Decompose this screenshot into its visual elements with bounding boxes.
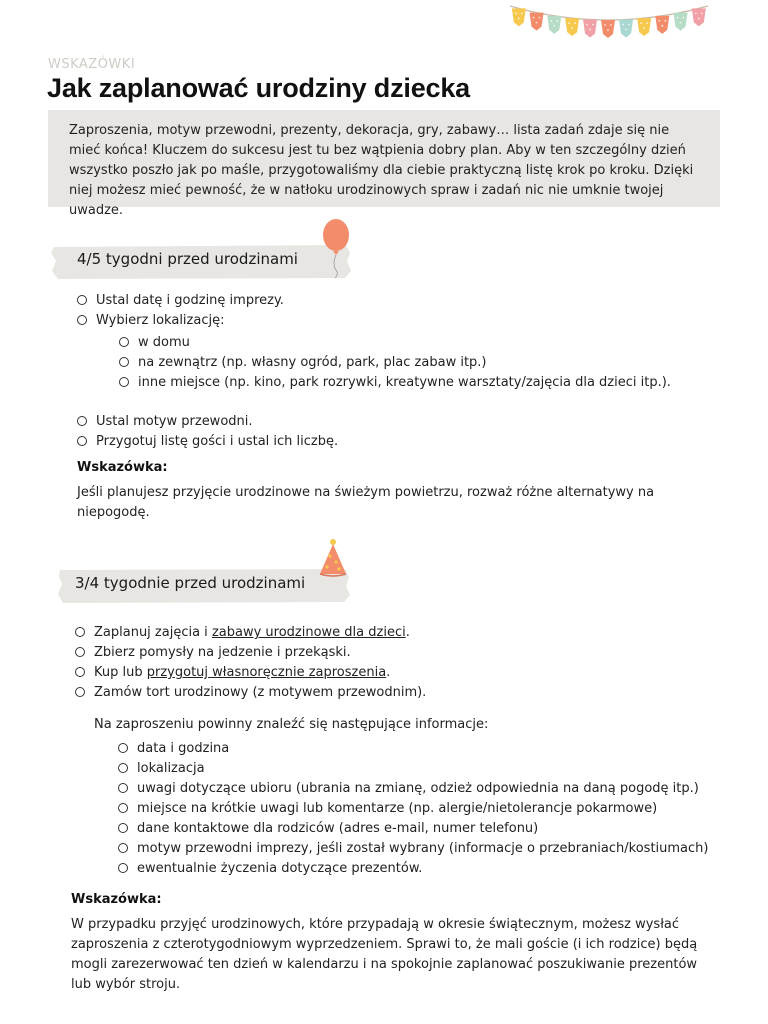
bunting-flag-dot (698, 18, 700, 20)
radio-button[interactable] (118, 743, 128, 753)
bunting-flag-dot (658, 20, 660, 22)
intro-text: Zaproszenia, motyw przewodni, prezenty, dekoracja, gry, zabawy… lista zadań zdaje się nie mieć końca! Kluczem do sukcesu jest tu bez wątpienia dobry plan. Aby w ten szczególny dzień wszystko poszło jak po maśle, przygotowaliśmy dla ciebie praktyczną listę krok po kroku. Dzięki niej możesz mieć pewność, że w natłoku urodzinowych spraw i zadań nic nie umknie twojej uwadze. (69, 123, 694, 218)
invite-item (137, 761, 205, 777)
bunting-flag-dot (539, 17, 541, 19)
bunting-flag-dot (536, 22, 538, 24)
radio-button[interactable] (77, 416, 87, 426)
section-banner-3-4-weeks (57, 565, 352, 605)
section-heading: 4/5 tygodni przed urodzinami (77, 250, 298, 268)
bunting-flag (692, 8, 706, 26)
item-text: Zamów tort urodzinowy (z motywem przewodnim). (94, 685, 427, 700)
bunting-flag-dot (571, 27, 573, 29)
radio-button[interactable] (118, 823, 128, 833)
bunting-flag-dot (683, 17, 685, 19)
checklist-item (94, 625, 410, 641)
radio-button[interactable] (75, 647, 85, 657)
checklist-item (94, 685, 426, 701)
bunting-flag-dot (625, 29, 627, 31)
checklist-sub-item (138, 355, 487, 371)
bunting-flag-dot (661, 25, 663, 27)
item-text: Wybierz lokalizację: (96, 313, 225, 328)
radio-button[interactable] (118, 843, 128, 853)
bunting-flag-dot (589, 29, 591, 31)
bunting-flag (655, 16, 669, 34)
checklist-item (96, 293, 284, 309)
bunting-flag-dot (553, 25, 555, 27)
item-text: w domu (138, 335, 190, 350)
checklist-sub-item (138, 375, 671, 391)
radio-button[interactable] (75, 687, 85, 697)
tip-label: Wskazówka: (71, 892, 162, 907)
item-text: Ustal datę i godzinę imprezy. (96, 293, 284, 308)
bunting-flag (530, 13, 544, 31)
bunting-flag (565, 18, 579, 36)
invite-intro: Na zaproszeniu powinny znaleźć się następujące informacje: (94, 717, 489, 732)
page-title: Jak zaplanować urodziny dziecka (47, 73, 470, 103)
radio-button[interactable] (118, 783, 128, 793)
party-hat-icon (316, 536, 350, 578)
item-text: motyw przewodni imprezy, jeśli został wybrany (informacje o przebraniach/kostiumach) (137, 841, 709, 856)
eyebrow-label: WSKAZÓWKI (48, 57, 136, 72)
item-text-end: . (405, 625, 410, 640)
radio-button[interactable] (75, 667, 85, 677)
tip-text: W przypadku przyjęć urodzinowych, które przypadają w okresie świątecznym, możesz wysłać zaproszenia z czterotygodniowym wyprzedzeniem. Sprawi to, że mali goście (i ich rodzice) będą mogli zarezerwować ten dzień w kalendarzu i na spokojnie zaplanować poszukiwanie prezentów lub wybór stroju. (71, 917, 698, 992)
checklist-item (94, 645, 351, 661)
item-text: inne miejsce (np. kino, park rozrywki, kreatywne warsztaty/zajęcia dla dzieci itp.). (138, 375, 671, 390)
intro-box (48, 110, 720, 218)
bunting-flag-dot (574, 22, 576, 24)
checklist-item (96, 434, 338, 450)
invite-item (137, 741, 229, 757)
bunting-flag-dot (664, 20, 666, 22)
radio-button[interactable] (119, 377, 129, 387)
bunting-flag-dot (680, 22, 682, 24)
radio-button[interactable] (118, 763, 128, 773)
item-text: Zbierz pomysły na jedzenie i przekąski. (94, 645, 351, 660)
bunting-flag-dot (646, 22, 648, 24)
bunting-flag-dot (550, 20, 552, 22)
bunting-flag-dot (568, 22, 570, 24)
bunting-flag-dot (695, 13, 697, 15)
radio-button[interactable] (118, 863, 128, 873)
bunting-flag-dot (607, 29, 609, 31)
checklist-item (96, 313, 224, 329)
radio-button[interactable] (119, 357, 129, 367)
item-text-end: . (386, 665, 391, 680)
radio-button[interactable] (77, 295, 87, 305)
item-text: Przygotuj listę gości i ustal ich liczbę. (96, 434, 339, 449)
bunting-flag (547, 16, 561, 34)
item-text: na zewnątrz (np. własny ogród, park, plac zabaw itp.) (138, 355, 487, 370)
item-text: data i godzina (137, 741, 230, 756)
bunting-flag-dot (610, 24, 612, 26)
invite-item (137, 841, 708, 857)
item-text: miejsce na krótkie uwagi lub komentarze (np. alergie/nietolerancje pokarmowe) (137, 801, 658, 816)
radio-button[interactable] (77, 315, 87, 325)
bunting-flag (674, 13, 688, 31)
checklist-item (94, 665, 390, 681)
zabawy-link[interactable]: zabawy urodzinowe dla dzieci (211, 625, 406, 640)
bunting-flag-dot (604, 24, 606, 26)
bunting-flag (583, 20, 597, 38)
invite-item (137, 821, 538, 837)
bunting-flag-dot (677, 17, 679, 19)
bunting-flag-dot (592, 24, 594, 26)
tip-text: Jeśli planujesz przyjęcie urodzinowe na świeżym powietrzu, rozważ różne alternatywy na niepogodę. (77, 485, 655, 520)
tip-label: Wskazówka: (77, 460, 168, 475)
balloon-icon (318, 218, 354, 278)
checklist-sub-item (138, 335, 190, 351)
bunting-flag-dot (643, 27, 645, 29)
section-heading: 3/4 tygodnie przed urodzinami (75, 574, 306, 592)
invite-item (137, 861, 422, 877)
bunting-flag-dot (640, 22, 642, 24)
bunting-flag (512, 8, 526, 26)
radio-button[interactable] (118, 803, 128, 813)
radio-button[interactable] (77, 436, 87, 446)
checklist-item (96, 414, 253, 430)
bunting-flag (619, 20, 633, 38)
section-banner-4-5-weeks (50, 241, 355, 281)
bunting-flag-dot (556, 20, 558, 22)
bunting-flag (637, 18, 651, 36)
item-text: Zaplanuj zajęcia i (94, 625, 212, 640)
item-text: Kup lub (94, 665, 147, 680)
radio-button[interactable] (119, 337, 129, 347)
item-text: dane kontaktowe dla rodziców (adres e-mail, numer telefonu) (137, 821, 539, 836)
zaproszenia-link[interactable]: przygotuj własnoręcznie zaproszenia (146, 665, 387, 680)
item-text: lokalizacja (137, 761, 205, 776)
bunting-flag-dot (586, 24, 588, 26)
invite-item (137, 781, 699, 797)
bunting-flag-dot (628, 24, 630, 26)
bunting-flag-dot (622, 24, 624, 26)
item-text: uwagi dotyczące ubioru (ubrania na zmianę, odzież odpowiednia na daną pogodę itp.) (137, 781, 699, 796)
bunting-flag-dot (518, 18, 520, 20)
bunting-decoration (500, 0, 715, 50)
invite-item (137, 801, 657, 817)
bunting-flag-dot (515, 13, 517, 15)
radio-button[interactable] (75, 627, 85, 637)
item-text: Ustal motyw przewodni. (96, 414, 253, 429)
bunting-flag-dot (533, 17, 535, 19)
bunting-flag-dot (521, 13, 523, 15)
bunting-flag-dot (701, 13, 703, 15)
bunting-flag (601, 20, 615, 38)
item-text: ewentualnie życzenia dotyczące prezentów. (137, 861, 423, 876)
